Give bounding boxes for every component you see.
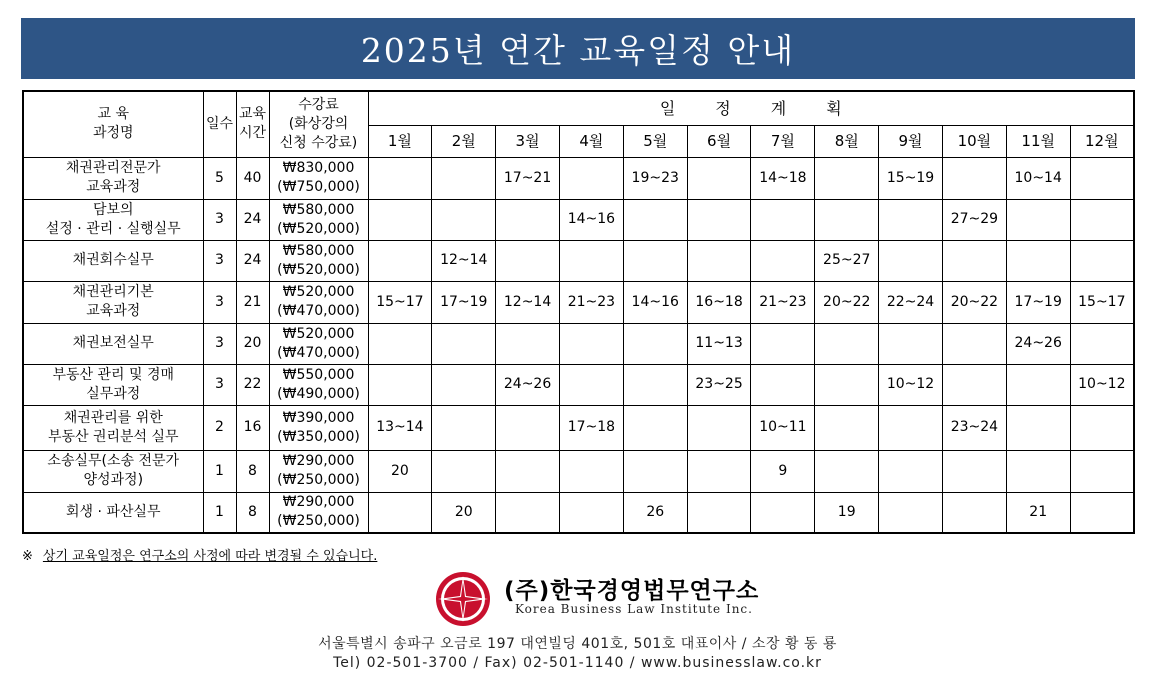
course-fee bbox=[269, 405, 368, 450]
month-header: 9월 bbox=[879, 125, 943, 157]
course-row bbox=[23, 199, 1134, 240]
schedule-cell bbox=[623, 199, 687, 240]
schedule-cell: 21~23 bbox=[559, 281, 623, 323]
course-hours: 24 bbox=[236, 240, 269, 281]
course-name bbox=[23, 157, 203, 199]
course-row bbox=[23, 405, 1134, 450]
month-header: 1월 bbox=[368, 125, 432, 157]
course-hours: 8 bbox=[236, 450, 269, 492]
schedule-cell bbox=[751, 364, 815, 405]
footer-contact: Tel) 02-501-3700 / Fax) 02-501-1140 / www.businesslaw.co.kr bbox=[333, 655, 822, 671]
schedule-cell: 10~12 bbox=[1070, 364, 1134, 405]
schedule-cell bbox=[751, 199, 815, 240]
schedule-cell bbox=[942, 323, 1006, 364]
schedule-cell bbox=[815, 157, 879, 199]
schedule-cell: 13~14 bbox=[368, 405, 432, 450]
schedule-cell: 19~23 bbox=[623, 157, 687, 199]
footer-address: 서울특별시 송파구 오금로 197 대연빌딩 401호, 501호 대표이사 / 소장 황 동 룡 bbox=[318, 636, 837, 652]
schedule-cell: 10~11 bbox=[751, 405, 815, 450]
page-title: 2025년 연간 교육일정 안내 bbox=[360, 31, 796, 70]
schedule-cell bbox=[1070, 450, 1134, 492]
schedule-cell: 23~24 bbox=[942, 405, 1006, 450]
schedule-cell bbox=[432, 364, 496, 405]
header-days: 일수 bbox=[203, 91, 236, 157]
schedule-cell bbox=[1070, 240, 1134, 281]
schedule-cell: 17~19 bbox=[432, 281, 496, 323]
course-hours: 22 bbox=[236, 364, 269, 405]
course-fee-text: ₩390,000 (₩350,000) bbox=[277, 409, 360, 445]
title-banner bbox=[21, 18, 1135, 79]
schedule-cell: 16~18 bbox=[687, 281, 751, 323]
schedule-cell bbox=[942, 450, 1006, 492]
schedule-cell bbox=[942, 157, 1006, 199]
schedule-cell bbox=[368, 157, 432, 199]
schedule-cell bbox=[1006, 364, 1070, 405]
schedule-cell: 20 bbox=[368, 450, 432, 492]
schedule-cell bbox=[815, 450, 879, 492]
month-header: 11월 bbox=[1006, 125, 1070, 157]
course-row bbox=[23, 450, 1134, 492]
course-fee bbox=[269, 199, 368, 240]
course-name-text: 채권회수실무 bbox=[72, 252, 154, 268]
schedule-cell: 10~12 bbox=[879, 364, 943, 405]
schedule-cell bbox=[942, 364, 1006, 405]
course-days: 1 bbox=[203, 492, 236, 533]
course-fee bbox=[269, 364, 368, 405]
course-days: 2 bbox=[203, 405, 236, 450]
schedule-cell bbox=[815, 323, 879, 364]
schedule-cell bbox=[815, 405, 879, 450]
course-fee-text: ₩290,000 (₩250,000) bbox=[277, 453, 360, 488]
course-name bbox=[23, 405, 203, 450]
course-name bbox=[23, 450, 203, 492]
course-fee-text: ₩520,000 (₩470,000) bbox=[277, 325, 360, 361]
schedule-cell bbox=[623, 450, 687, 492]
course-hours: 16 bbox=[236, 405, 269, 450]
course-hours: 21 bbox=[236, 281, 269, 323]
month-header: 3월 bbox=[496, 125, 560, 157]
month-header: 10월 bbox=[942, 125, 1006, 157]
course-days: 1 bbox=[203, 450, 236, 492]
course-name-text: 채권보전실무 bbox=[72, 335, 154, 351]
schedule-cell bbox=[1006, 199, 1070, 240]
schedule-cell: 21~23 bbox=[751, 281, 815, 323]
schedule-cell bbox=[815, 199, 879, 240]
header-course: 교 육 과정명 bbox=[23, 91, 203, 157]
schedule-cell bbox=[368, 199, 432, 240]
schedule-cell bbox=[559, 450, 623, 492]
course-name bbox=[23, 323, 203, 364]
schedule-cell bbox=[942, 492, 1006, 533]
schedule-cell: 17~18 bbox=[559, 405, 623, 450]
schedule-cell bbox=[942, 240, 1006, 281]
month-header: 8월 bbox=[815, 125, 879, 157]
course-name-text: 담보의 설정 · 관리 · 실행실무 bbox=[45, 201, 181, 237]
schedule-cell bbox=[496, 405, 560, 450]
schedule-cell: 15~17 bbox=[368, 281, 432, 323]
schedule-cell: 24~26 bbox=[496, 364, 560, 405]
schedule-cell bbox=[368, 240, 432, 281]
schedule-cell: 10~14 bbox=[1006, 157, 1070, 199]
header-hours: 교육 시간 bbox=[236, 91, 269, 157]
course-fee-text: ₩290,000 (₩250,000) bbox=[277, 494, 360, 530]
company-logo bbox=[432, 570, 762, 628]
course-fee-text: ₩520,000 (₩470,000) bbox=[277, 284, 360, 319]
course-row bbox=[23, 281, 1134, 323]
schedule-cell bbox=[879, 240, 943, 281]
schedule-cell bbox=[1070, 492, 1134, 533]
course-name-text: 소송실무(소송 전문가 양성과정) bbox=[47, 453, 180, 488]
header-plan: 일정계획 bbox=[368, 91, 1134, 125]
schedule-cell bbox=[496, 240, 560, 281]
schedule-cell: 20~22 bbox=[942, 281, 1006, 323]
course-days: 5 bbox=[203, 157, 236, 199]
month-header: 4월 bbox=[559, 125, 623, 157]
company-name-ko: (주)한국경영법무연구소 bbox=[504, 578, 760, 604]
course-hours: 24 bbox=[236, 199, 269, 240]
schedule-cell bbox=[879, 405, 943, 450]
schedule-cell bbox=[559, 323, 623, 364]
schedule-cell bbox=[687, 199, 751, 240]
month-header: 6월 bbox=[687, 125, 751, 157]
schedule-cell: 9 bbox=[751, 450, 815, 492]
schedule-cell: 27~29 bbox=[942, 199, 1006, 240]
schedule-cell bbox=[687, 240, 751, 281]
schedule-cell bbox=[879, 450, 943, 492]
schedule-cell bbox=[1070, 199, 1134, 240]
course-row bbox=[23, 492, 1134, 533]
course-name-text: 채권관리기본 교육과정 bbox=[72, 284, 154, 319]
course-days: 3 bbox=[203, 364, 236, 405]
schedule-cell: 20 bbox=[432, 492, 496, 533]
schedule-cell bbox=[751, 323, 815, 364]
schedule-cell bbox=[815, 364, 879, 405]
course-hours: 40 bbox=[236, 157, 269, 199]
schedule-cell bbox=[879, 492, 943, 533]
course-row bbox=[23, 240, 1134, 281]
schedule-cell bbox=[1006, 405, 1070, 450]
course-name-text: 채권관리전문가 교육과정 bbox=[65, 160, 161, 195]
schedule-table bbox=[22, 90, 1135, 534]
month-header: 12월 bbox=[1070, 125, 1134, 157]
schedule-cell: 15~17 bbox=[1070, 281, 1134, 323]
schedule-cell bbox=[432, 323, 496, 364]
course-fee bbox=[269, 492, 368, 533]
course-name-text: 회생 · 파산실무 bbox=[66, 503, 161, 520]
schedule-cell bbox=[496, 323, 560, 364]
schedule-cell bbox=[623, 405, 687, 450]
course-hours: 20 bbox=[236, 323, 269, 364]
schedule-cell bbox=[687, 450, 751, 492]
schedule-cell: 14~18 bbox=[751, 157, 815, 199]
month-header: 5월 bbox=[623, 125, 687, 157]
schedule-cell bbox=[496, 450, 560, 492]
schedule-cell bbox=[879, 323, 943, 364]
course-fee bbox=[269, 157, 368, 199]
schedule-cell: 24~26 bbox=[1006, 323, 1070, 364]
course-days: 3 bbox=[203, 199, 236, 240]
schedule-cell bbox=[432, 157, 496, 199]
course-name bbox=[23, 199, 203, 240]
schedule-cell: 12~14 bbox=[496, 281, 560, 323]
schedule-cell: 11~13 bbox=[687, 323, 751, 364]
schedule-cell bbox=[368, 364, 432, 405]
note bbox=[22, 545, 377, 564]
schedule-cell: 22~24 bbox=[879, 281, 943, 323]
schedule-cell bbox=[751, 240, 815, 281]
course-fee-text: ₩580,000 (₩520,000) bbox=[277, 201, 360, 237]
schedule-cell bbox=[496, 492, 560, 533]
schedule-cell bbox=[1070, 157, 1134, 199]
schedule-cell bbox=[496, 199, 560, 240]
course-fee bbox=[269, 281, 368, 323]
course-name-text: 채권관리를 위한 부동산 권리분석 실무 bbox=[47, 409, 179, 445]
schedule-cell bbox=[432, 405, 496, 450]
schedule-cell bbox=[559, 157, 623, 199]
company-name-en: Korea Business Law Institute Inc. bbox=[515, 602, 753, 616]
schedule-cell bbox=[559, 240, 623, 281]
schedule-cell bbox=[368, 492, 432, 533]
course-fee bbox=[269, 450, 368, 492]
course-fee-text: ₩580,000 (₩520,000) bbox=[277, 242, 360, 278]
course-hours: 8 bbox=[236, 492, 269, 533]
schedule-cell bbox=[1070, 323, 1134, 364]
schedule-cell bbox=[879, 199, 943, 240]
course-name bbox=[23, 240, 203, 281]
schedule-cell bbox=[368, 323, 432, 364]
schedule-cell: 20~22 bbox=[815, 281, 879, 323]
schedule-cell bbox=[623, 323, 687, 364]
course-name bbox=[23, 364, 203, 405]
schedule-cell bbox=[1006, 450, 1070, 492]
schedule-cell: 15~19 bbox=[879, 157, 943, 199]
schedule-cell bbox=[559, 492, 623, 533]
month-header: 7월 bbox=[751, 125, 815, 157]
course-fee bbox=[269, 240, 368, 281]
note-text: 상기 교육일정은 연구소의 사정에 따라 변경될 수 있습니다. bbox=[42, 549, 378, 564]
schedule-cell: 17~21 bbox=[496, 157, 560, 199]
schedule-cell: 19 bbox=[815, 492, 879, 533]
course-name-text: 부동산 관리 및 경매 실무과정 bbox=[52, 366, 175, 402]
schedule-cell: 26 bbox=[623, 492, 687, 533]
schedule-cell bbox=[559, 364, 623, 405]
emblem-icon bbox=[432, 570, 494, 628]
note-mark: ※ bbox=[22, 549, 33, 564]
schedule-cell bbox=[623, 364, 687, 405]
schedule-cell bbox=[687, 405, 751, 450]
month-header: 2월 bbox=[432, 125, 496, 157]
course-name bbox=[23, 492, 203, 533]
schedule-cell: 23~25 bbox=[687, 364, 751, 405]
course-fee-text: ₩830,000 (₩750,000) bbox=[277, 160, 360, 195]
schedule-cell: 21 bbox=[1006, 492, 1070, 533]
course-row bbox=[23, 364, 1134, 405]
course-days: 3 bbox=[203, 281, 236, 323]
schedule-cell bbox=[687, 492, 751, 533]
course-row bbox=[23, 157, 1134, 199]
course-name bbox=[23, 281, 203, 323]
schedule-cell bbox=[432, 199, 496, 240]
schedule-cell: 14~16 bbox=[623, 281, 687, 323]
schedule-cell bbox=[623, 240, 687, 281]
course-row bbox=[23, 323, 1134, 364]
course-days: 3 bbox=[203, 240, 236, 281]
course-days: 3 bbox=[203, 323, 236, 364]
schedule-cell: 12~14 bbox=[432, 240, 496, 281]
schedule-cell bbox=[1006, 240, 1070, 281]
course-fee-text: ₩550,000 (₩490,000) bbox=[277, 366, 360, 402]
header-fee: 수강료 (화상강의 신청 수강료) bbox=[269, 91, 368, 157]
schedule-cell bbox=[751, 492, 815, 533]
schedule-cell: 25~27 bbox=[815, 240, 879, 281]
schedule-cell bbox=[687, 157, 751, 199]
schedule-cell: 17~19 bbox=[1006, 281, 1070, 323]
course-fee bbox=[269, 323, 368, 364]
schedule-cell bbox=[432, 450, 496, 492]
schedule-cell: 14~16 bbox=[559, 199, 623, 240]
schedule-cell bbox=[1070, 405, 1134, 450]
